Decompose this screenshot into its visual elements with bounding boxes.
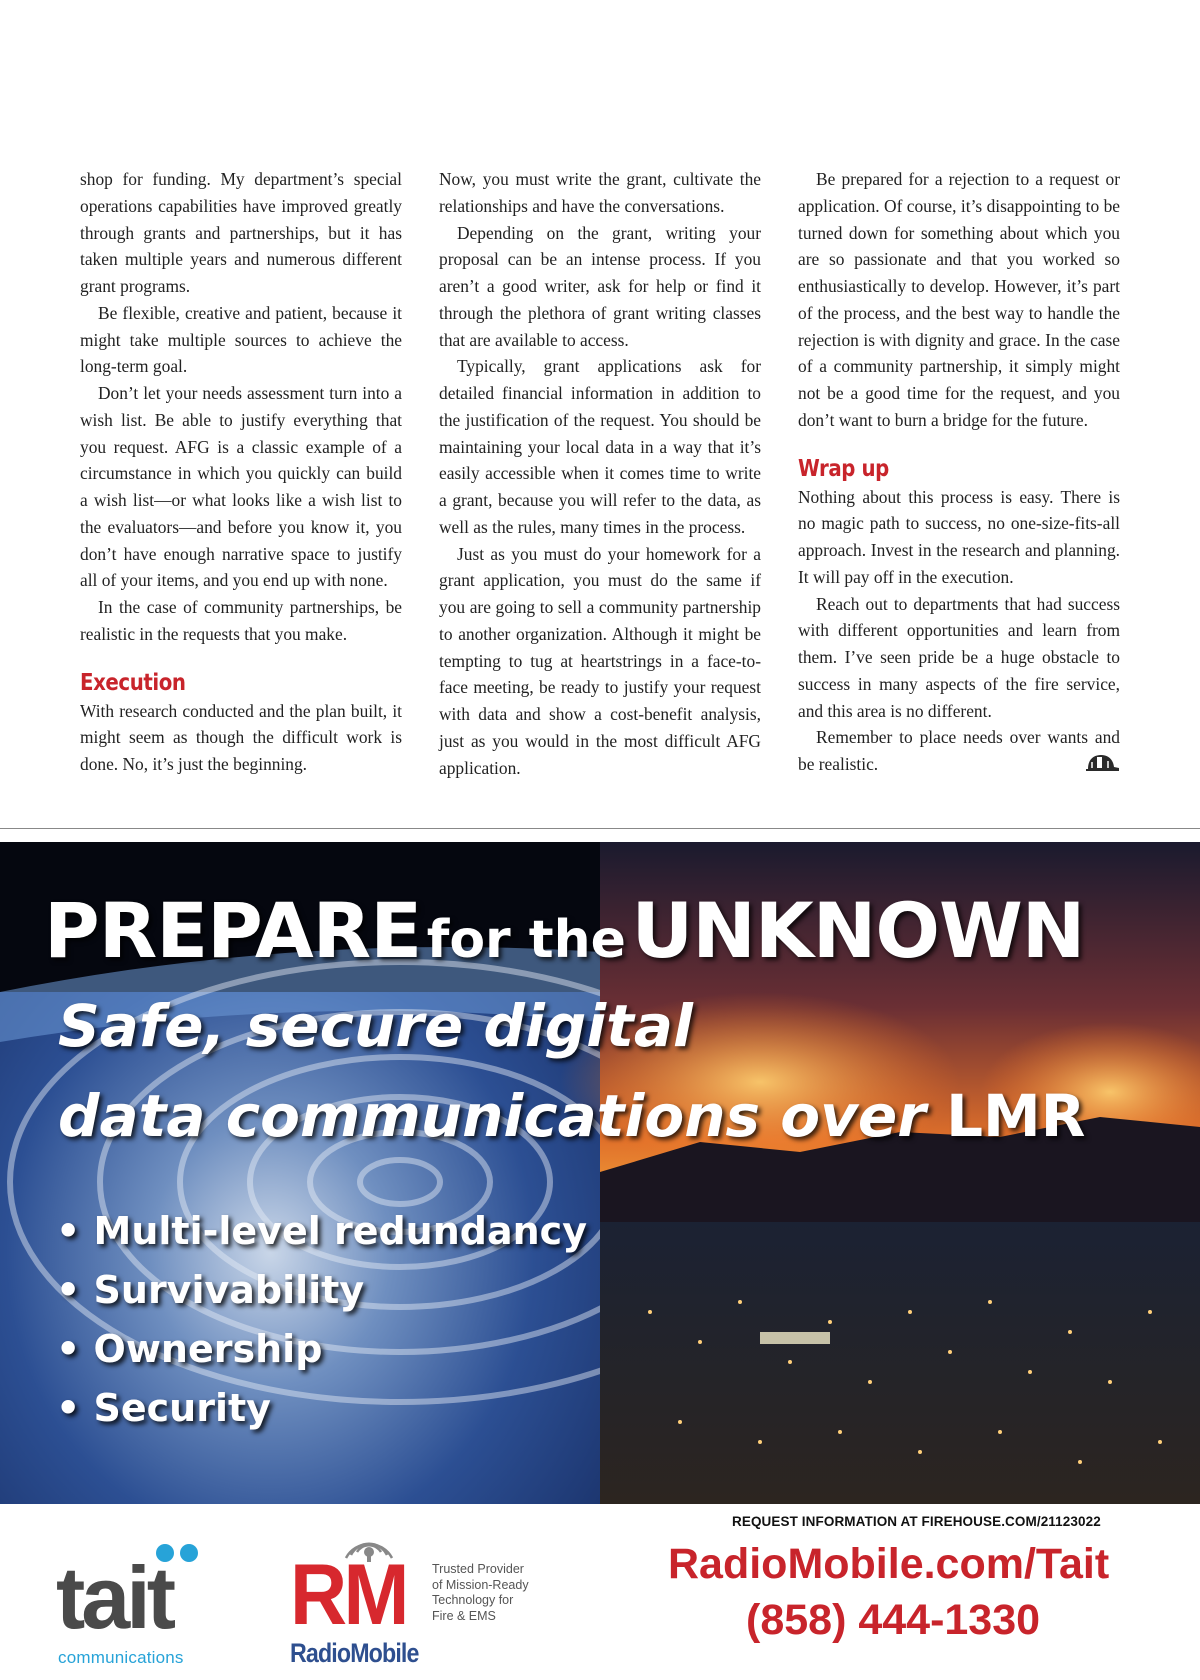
article-column-2 [439,166,761,806]
firefighter-helmet-icon [1066,753,1120,781]
request-info-text: REQUEST INFORMATION AT FIREHOUSE.COM/21123022 [732,1514,1101,1529]
headline-unknown: UNKNOWN [631,886,1085,975]
ad-headline [44,886,1084,975]
divider [0,828,1200,829]
tait-subtitle: communications [58,1648,184,1667]
paragraph: Don’t let your needs assessment turn into a wish list. Be able to justify everything that you request. AFG is a classic example of a circumstance in which you quickly can build a wish list—or what looks like a wish list to the evaluators—and before you know it, you don’t have enough narrative space to justify all of your items, and you end up with none. [80,383,402,591]
section-heading-wrap-up: Wrap up [798,455,889,482]
tagline-line: Trusted Provider [432,1562,524,1576]
tait-logo [56,1544,226,1674]
radiomobile-logo [290,1522,550,1672]
closing-text: Remember to place needs over wants and be realistic. [798,727,1120,774]
subheadline-text: data communications over [58,1082,926,1150]
paragraph: In the case of community partnerships, be realistic in the requests that you make. [80,597,402,644]
list-item: • Security [56,1386,271,1430]
ad-subheadline-2 [58,1082,1085,1150]
rm-name: RadioMobile [290,1638,419,1668]
tait-wordmark: tait [56,1548,172,1647]
paragraph: Reach out to departments that had success with different opportunities and learn from them. I’ve seen pride be a huge obstacle to success in many aspects of the fire service, and this area is no different. [798,593,1120,721]
article-column-3 [798,166,1120,806]
tagline-line: Technology for [432,1593,514,1607]
tagline-line: of Mission-Ready [432,1577,529,1592]
advertisement [0,842,1200,1504]
logo-dot [180,1544,198,1562]
article-column-1 [80,166,402,806]
rm-tagline [432,1562,529,1624]
ad-footer [0,1504,1200,1680]
ad-subheadline-1: Safe, secure digital [58,992,693,1060]
paragraph: Just as you must do your homework for a grant application, you must do the same if you are going to sell a community partnership to another organization. Although it might be tempting to tug at heartstrings in a face-to-face meeting, be ready to justify your request with data and show a cost-benefit analysis, just as you would in the most difficult AFG application. [439,543,761,778]
subheadline-lmr: LMR [946,1082,1086,1150]
phone-number[interactable]: (858) 444-1330 [746,1596,1041,1644]
paragraph: Be flexible, creative and patient, because it might take multiple sources to achieve the long-term goal. [80,302,402,377]
section-heading-execution: Execution [80,669,186,696]
paragraph: Typically, grant applications ask for detailed financial information in addition to the justification of the request. You should be maintaining your local data in a way that it’s easily accessible when it comes time to write a grant, because you will refer to the data, as well as the rules, many times in the process. [439,356,761,537]
paragraph: shop for funding. My department’s special operations capabilities have improved greatly through grants and partnerships, but it has taken multiple years and numerous different grant programs. [80,169,402,296]
list-item: • Multi-level redundancy [56,1209,587,1253]
paragraph [798,724,1120,778]
headline-prepare: PREPARE [44,886,422,975]
paragraph: Nothing about this process is easy. There is no magic path to success, no one-size-fits-all approach. Invest in the research and planning. It will pay off in the execution. [798,486,1120,587]
website-link[interactable]: RadioMobile.com/Tait [668,1540,1110,1588]
paragraph: Depending on the grant, writing your proposal can be an intense process. If you aren’t a good writer, ask for help or find it through the plethora of grant writing classes that are available to access. [439,222,761,350]
article-columns [80,166,1120,806]
feature-list [56,1202,587,1438]
rm-wordmark: RM [290,1547,406,1643]
paragraph: With research conducted and the plan built, it might seem as though the difficult work is done. No, it’s just the beginning. [80,700,402,774]
list-item: • Survivability [56,1268,365,1312]
paragraph: Be prepared for a rejection to a request or application. Of course, it’s disappointing to be turned down for something about which you are so passionate and that you worked so enthusiastically to develop. However, it’s part of the process, and the best way to handle the rejection is with dignity and grace. In the case of a community partnership, it simply might not be a good time for the request, and you don’t want to burn a bridge for the future. [798,169,1120,430]
paragraph: Now, you must write the grant, cultivate the relationships and have the conversations. [439,169,761,216]
tagline-line: Fire & EMS [432,1608,496,1623]
list-item: • Ownership [56,1327,323,1371]
headline-for-the: for the [426,910,626,970]
